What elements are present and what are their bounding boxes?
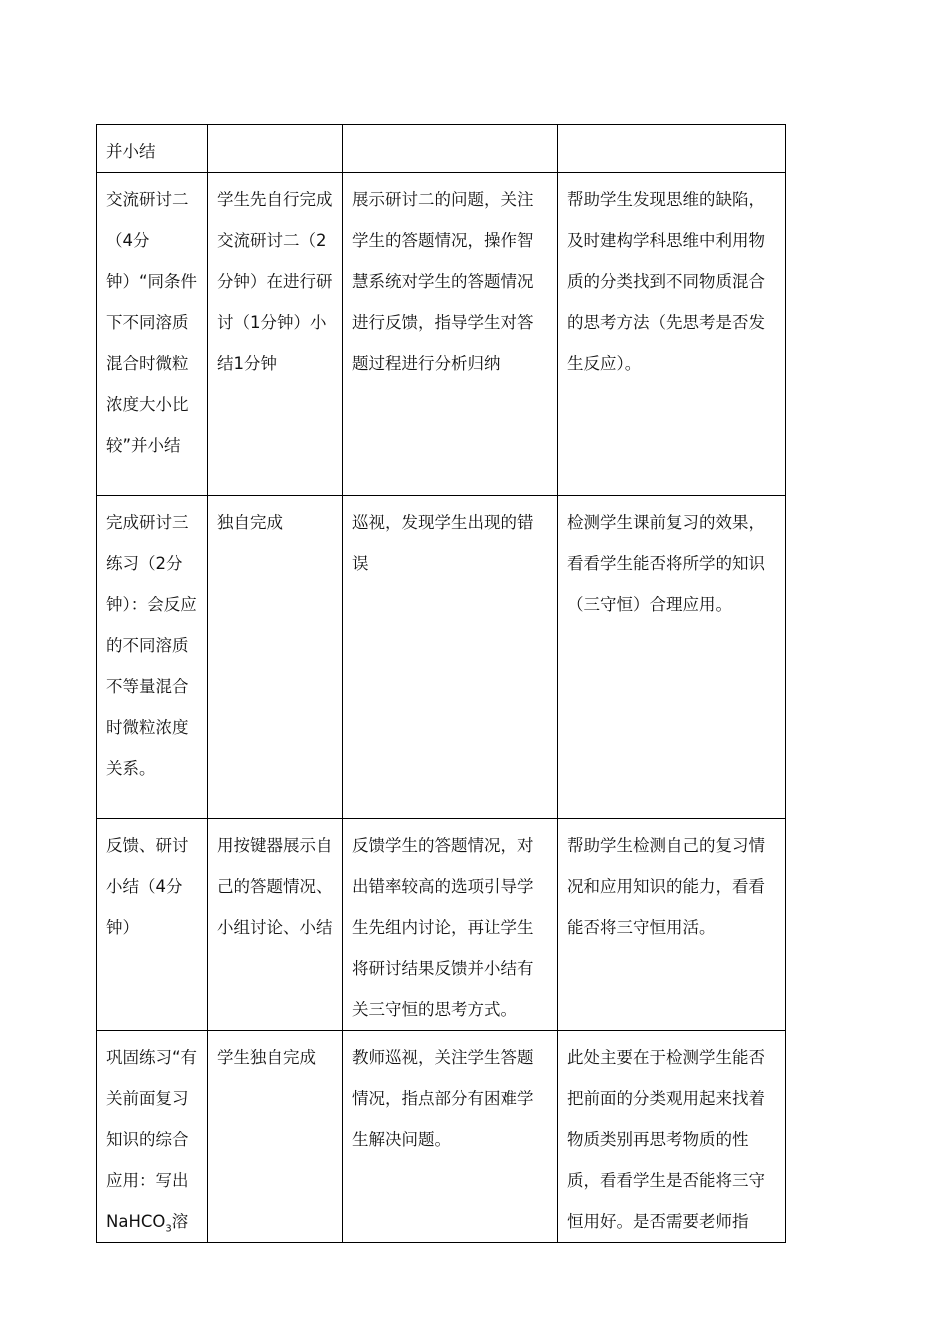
teacher-activity-cell — [343, 125, 558, 173]
design-purpose-cell: 检测学生课前复习的效果，看看学生能否将所学的知识（三守恒）合理应用。 — [558, 496, 786, 819]
teacher-activity-cell: 教师巡视，关注学生答题情况，指点部分有困难学生解决问题。 — [343, 1031, 558, 1243]
table-row — [97, 125, 786, 173]
student-activity-cell: 学生先自行完成交流研讨二（2分钟）在进行研讨（1分钟）小结1分钟 — [208, 173, 343, 496]
table-row — [97, 1031, 786, 1243]
step-cell: 并小结 — [97, 125, 208, 173]
design-purpose-cell: 帮助学生检测自己的复习情况和应用知识的能力，看看能否将三守恒用活。 — [558, 819, 786, 1031]
step-cell: 完成研讨三练习（2分钟）：会反应的不同溶质不等量混合时微粒浓度关系。 — [97, 496, 208, 819]
design-purpose-cell — [558, 125, 786, 173]
step-cell: 巩固练习“有关前面复习知识的综合应用：写出NaHCO$_3$溶 — [97, 1031, 208, 1243]
design-purpose-cell: 帮助学生发现思维的缺陷，及时建构学科思维中利用物质的分类找到不同物质混合的思考方法（先思考是否发生反应）。 — [558, 173, 786, 496]
student-activity-cell: 独自完成 — [208, 496, 343, 819]
student-activity-cell: 用按键器展示自己的答题情况、小组讨论、小结 — [208, 819, 343, 1031]
table-row — [97, 173, 786, 496]
student-activity-cell: 学生独自完成 — [208, 1031, 343, 1243]
teacher-activity-cell: 巡视，发现学生出现的错误 — [343, 496, 558, 819]
step-cell: 交流研讨二（4分钟）“同条件下不同溶质混合时微粒浓度大小比较”并小结 — [97, 173, 208, 496]
teacher-activity-cell: 反馈学生的答题情况，对出错率较高的选项引导学生先组内讨论，再让学生将研讨结果反馈并小结有关三守恒的思考方式。 — [343, 819, 558, 1031]
lesson-plan-table — [96, 124, 786, 1243]
step-cell: 反馈、研讨小结（4分钟） — [97, 819, 208, 1031]
teacher-activity-cell: 展示研讨二的问题，关注学生的答题情况，操作智慧系统对学生的答题情况进行反馈，指导学生对答题过程进行分析归纳 — [343, 173, 558, 496]
design-purpose-cell: 此处主要在于检测学生能否把前面的分类观用起来找着物质类别再思考物质的性质，看看学生是否能将三守恒用好。是否需要老师指 — [558, 1031, 786, 1243]
table-row — [97, 819, 786, 1031]
student-activity-cell — [208, 125, 343, 173]
table-row — [97, 496, 786, 819]
